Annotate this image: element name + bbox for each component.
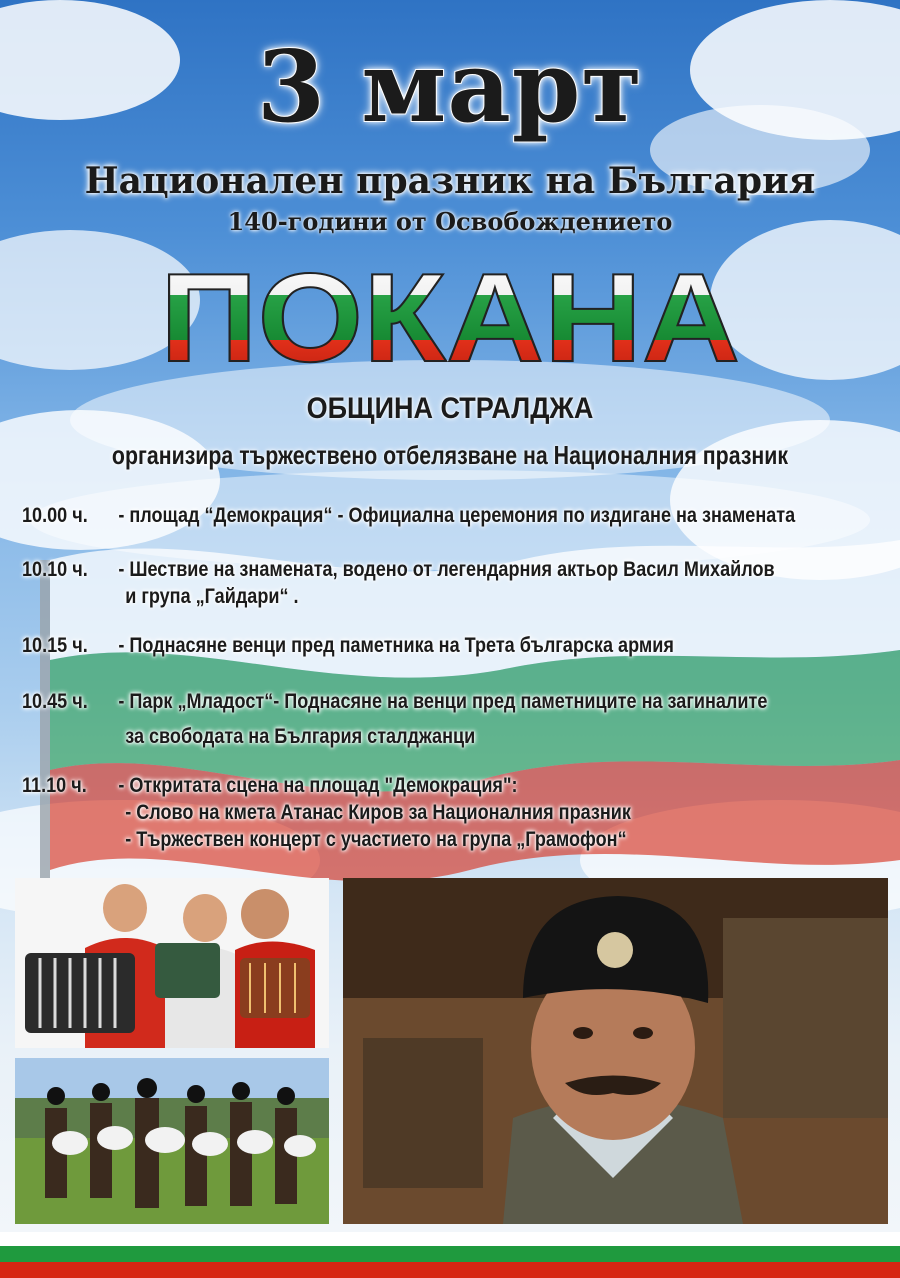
poster-subtitle: Национален празник на България bbox=[84, 160, 816, 202]
flag-stripe-red bbox=[0, 1262, 900, 1278]
anniversary-line: 140-години от Освобождението bbox=[227, 207, 673, 236]
program-text-continued: и група „Гайдари“ . bbox=[125, 585, 299, 608]
program-item bbox=[22, 556, 775, 610]
program-text-continued: за свободата на България сталджанци bbox=[125, 725, 476, 748]
program-time: 10.45 ч. bbox=[22, 690, 88, 713]
program-text-continued: - Слово на кмета Атанас Киров за Националния празник bbox=[125, 801, 631, 824]
flag-stripe-green bbox=[0, 1246, 900, 1262]
invitation-text: ПОКАНА bbox=[160, 255, 740, 375]
program-text: - Шествие на знамената, водено от легендарния актьор Васил Михайлов bbox=[118, 558, 775, 581]
program-time: 10.10 ч. bbox=[22, 558, 88, 581]
program-item bbox=[22, 632, 770, 659]
program-text: - Поднасяне венци пред паметника на Трета българска армия bbox=[118, 634, 674, 657]
program-time: 11.10 ч. bbox=[22, 774, 87, 797]
event-description: организира тържествено отбелязване на Националния празник bbox=[111, 440, 789, 470]
invitation-heading bbox=[0, 255, 900, 375]
program-text: - Парк „Младост“- Поднасяне на венци пред паметниците на загиналите bbox=[118, 690, 768, 713]
poster-title: 3 март bbox=[256, 30, 644, 145]
bagpipers-photo bbox=[15, 1058, 329, 1224]
program-time: 10.15 ч. bbox=[22, 634, 88, 657]
program-item bbox=[22, 688, 770, 750]
flag-stripe-white bbox=[0, 1232, 900, 1246]
actor-portrait-photo bbox=[343, 878, 888, 1224]
program-time: 10.00 ч. bbox=[22, 504, 88, 527]
organizer: ОБЩИНА СТРАЛДЖА bbox=[306, 392, 594, 425]
program-item bbox=[22, 772, 770, 853]
program-text: - Откритата сцена на площад "Демокрация": bbox=[118, 774, 518, 797]
accordion-players-photo bbox=[15, 878, 329, 1048]
program-item bbox=[22, 502, 796, 529]
program-text: - площад “Демокрация“ - Официална церемония по издигане на знамената bbox=[118, 504, 796, 527]
program-text-continued: - Тържествен концерт с участието на група „Грамофон“ bbox=[125, 828, 627, 851]
